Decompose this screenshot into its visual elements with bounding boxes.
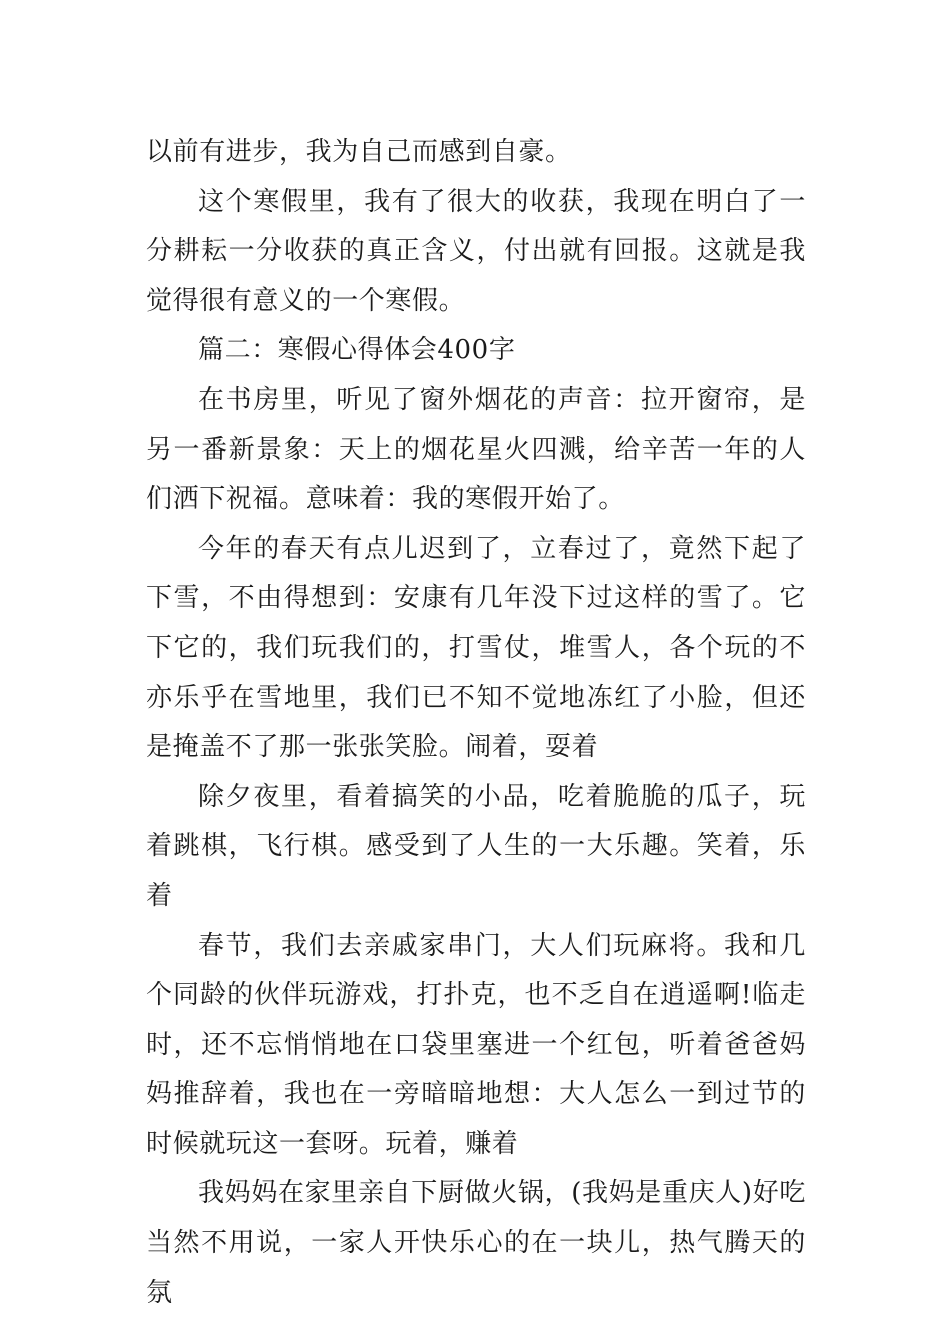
paragraph-snow: 今年的春天有点儿迟到了，立春过了，竟然下起了下雪，不由得想到：安康有几年没下过这样的雪了。它下它的，我们玩我们的，打雪仗，堆雪人，各个玩的不亦乐乎在雪地里，我们已不知不觉地冻红了小脸，但还是掩盖不了那一张张笑脸。闹着，耍着 <box>146 533 806 763</box>
paragraph-harvest: 这个寒假里，我有了很大的收获，我现在明白了一分耕耘一分收获的真正含义，付出就有回报。这就是我觉得很有意义的一个寒假。 <box>146 186 806 316</box>
document-body <box>146 128 806 1318</box>
paragraph-continuation: 以前有进步，我为自己而感到自豪。 <box>146 137 572 167</box>
paragraph-spring-festival: 春节，我们去亲戚家串门，大人们玩麻将。我和几个同龄的伙伴玩游戏，打扑克，也不乏自在逍遥啊!临走时，还不忘悄悄地在口袋里塞进一个红包，听着爸爸妈妈推辞着，我也在一旁暗暗地想：大人怎么一到过节的时候就玩这一套呀。玩着，赚着 <box>146 930 806 1159</box>
paragraph-hotpot: 我妈妈在家里亲自下厨做火锅，(我妈是重庆人)好吃当然不用说，一家人开快乐心的在一块儿，热气腾天的氛 <box>146 1178 806 1308</box>
paragraph-new-years-eve: 除夕夜里，看着搞笑的小品，吃着脆脆的瓜子，玩着跳棋，飞行棋。感受到了人生的一大乐趣。笑着，乐着 <box>146 781 806 911</box>
paragraph-fireworks: 在书房里，听见了窗外烟花的声音：拉开窗帘，是另一番新景象：天上的烟花星火四溅，给辛苦一年的人们洒下祝福。意味着：我的寒假开始了。 <box>146 384 806 515</box>
section-heading: 篇二：寒假心得体会400字 <box>198 335 516 366</box>
